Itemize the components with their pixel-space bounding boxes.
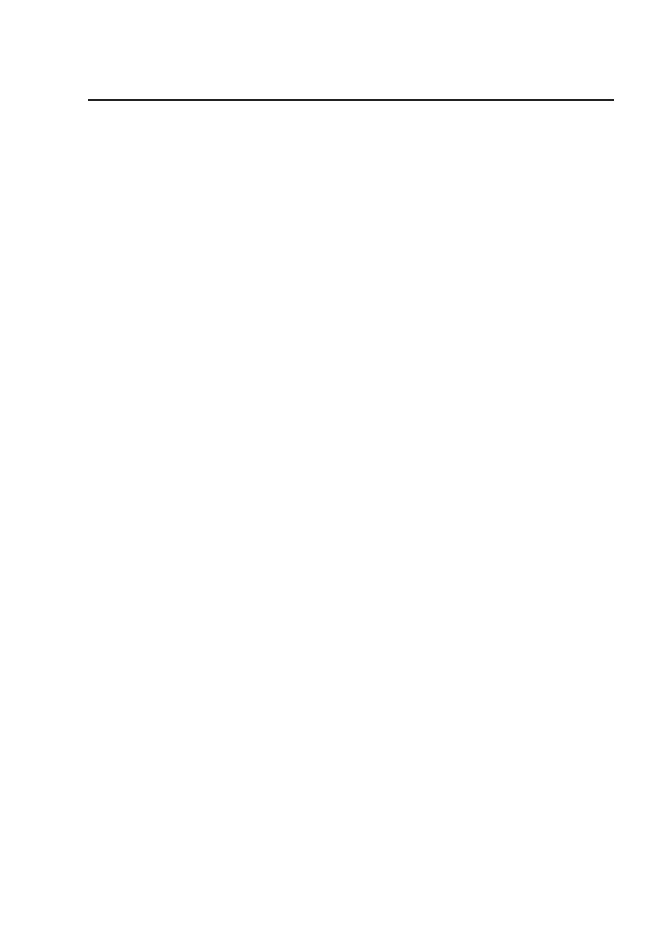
document-body [88,97,614,101]
practical-help-box [88,99,614,101]
